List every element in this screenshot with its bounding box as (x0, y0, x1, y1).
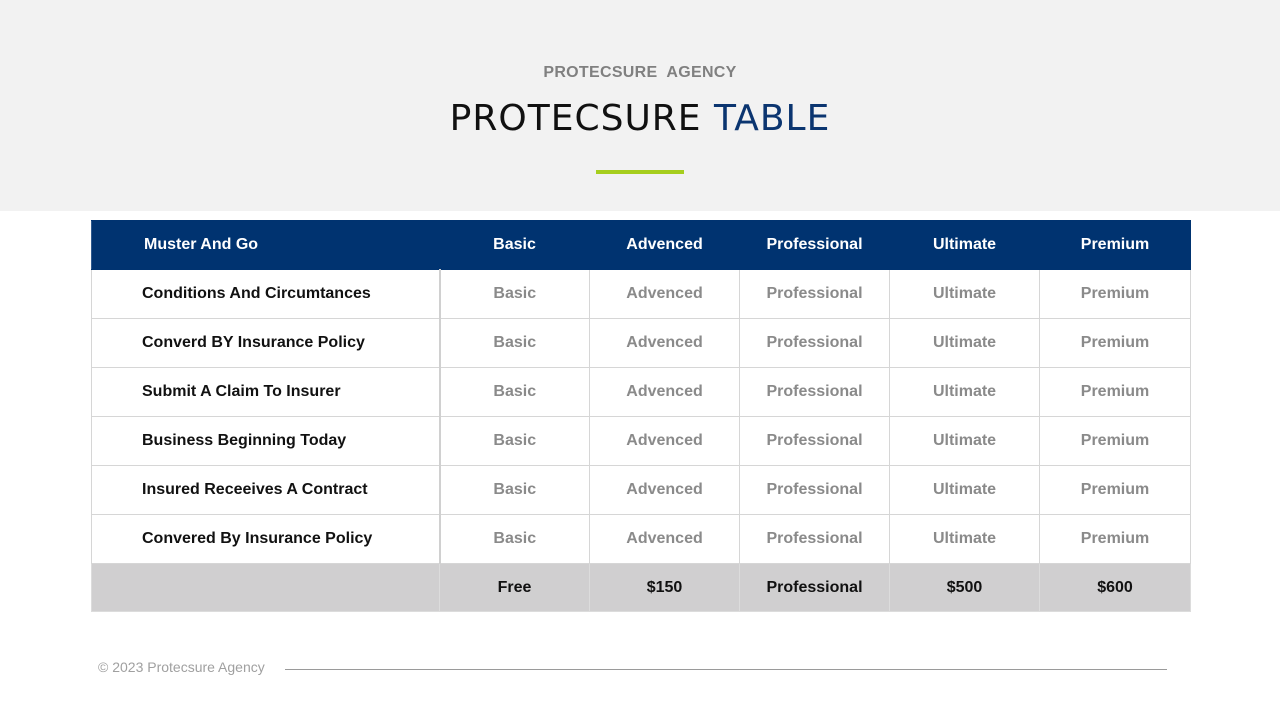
table-cell: Basic (440, 368, 590, 417)
title-underline (596, 170, 684, 174)
table-row (92, 368, 1191, 417)
table-cell: Ultimate (890, 466, 1040, 515)
table-cell: Premium (1040, 515, 1191, 564)
column-header: Ultimate (890, 221, 1040, 270)
table-cell: Basic (440, 515, 590, 564)
totals-row (92, 564, 1191, 612)
table-cell: Professional (740, 270, 890, 319)
row-label: Business Beginning Today (92, 417, 440, 466)
agency-eyebrow: PROTECSURE AGENCY (543, 64, 737, 81)
row-label: Converd BY Insurance Policy (92, 319, 440, 368)
table-cell: Premium (1040, 368, 1191, 417)
title-main: PROTECSURE (449, 98, 714, 139)
table-row (92, 417, 1191, 466)
table-cell: Premium (1040, 319, 1191, 368)
table-cell: Ultimate (890, 417, 1040, 466)
table-cell: Professional (740, 515, 890, 564)
table-cell: Ultimate (890, 319, 1040, 368)
row-label: Conditions And Circumtances (92, 270, 440, 319)
title-accent: TABLE (714, 98, 831, 139)
table-cell: Advenced (590, 368, 740, 417)
table-cell: Advenced (590, 417, 740, 466)
table-row (92, 466, 1191, 515)
column-header: Basic (440, 221, 590, 270)
table-row (92, 319, 1191, 368)
table-cell: Premium (1040, 417, 1191, 466)
price-cell: Professional (740, 564, 890, 612)
pricing-table (91, 220, 1191, 612)
table-cell: Premium (1040, 270, 1191, 319)
table-cell: Professional (740, 417, 890, 466)
row-label: Submit A Claim To Insurer (92, 368, 440, 417)
column-header: Premium (1040, 221, 1191, 270)
price-cell: $500 (890, 564, 1040, 612)
table-cell: Advenced (590, 515, 740, 564)
table-row (92, 515, 1191, 564)
row-label: Insured Receeives A Contract (92, 466, 440, 515)
copyright-text: © 2023 Protecsure Agency (98, 659, 265, 675)
table-cell: Advenced (590, 270, 740, 319)
table-cell: Ultimate (890, 515, 1040, 564)
price-cell: $150 (590, 564, 740, 612)
table-cell: Basic (440, 319, 590, 368)
table-cell: Advenced (590, 319, 740, 368)
row-label: Convered By Insurance Policy (92, 515, 440, 564)
table-cell: Ultimate (890, 368, 1040, 417)
table-cell: Basic (440, 417, 590, 466)
table-cell: Professional (740, 466, 890, 515)
footer-divider (285, 669, 1167, 670)
table-cell: Professional (740, 368, 890, 417)
table-cell: Advenced (590, 466, 740, 515)
table-cell: Professional (740, 319, 890, 368)
column-header: Muster And Go (92, 221, 440, 270)
table-cell: Basic (440, 270, 590, 319)
price-cell: $600 (1040, 564, 1191, 612)
table-row (92, 270, 1191, 319)
table-cell: Basic (440, 466, 590, 515)
column-header: Professional (740, 221, 890, 270)
price-cell: Free (440, 564, 590, 612)
table-cell: Premium (1040, 466, 1191, 515)
totals-label-cell (92, 564, 440, 612)
table-cell: Ultimate (890, 270, 1040, 319)
table-header-row (92, 221, 1191, 270)
page-title (0, 98, 1280, 139)
column-header: Advenced (590, 221, 740, 270)
